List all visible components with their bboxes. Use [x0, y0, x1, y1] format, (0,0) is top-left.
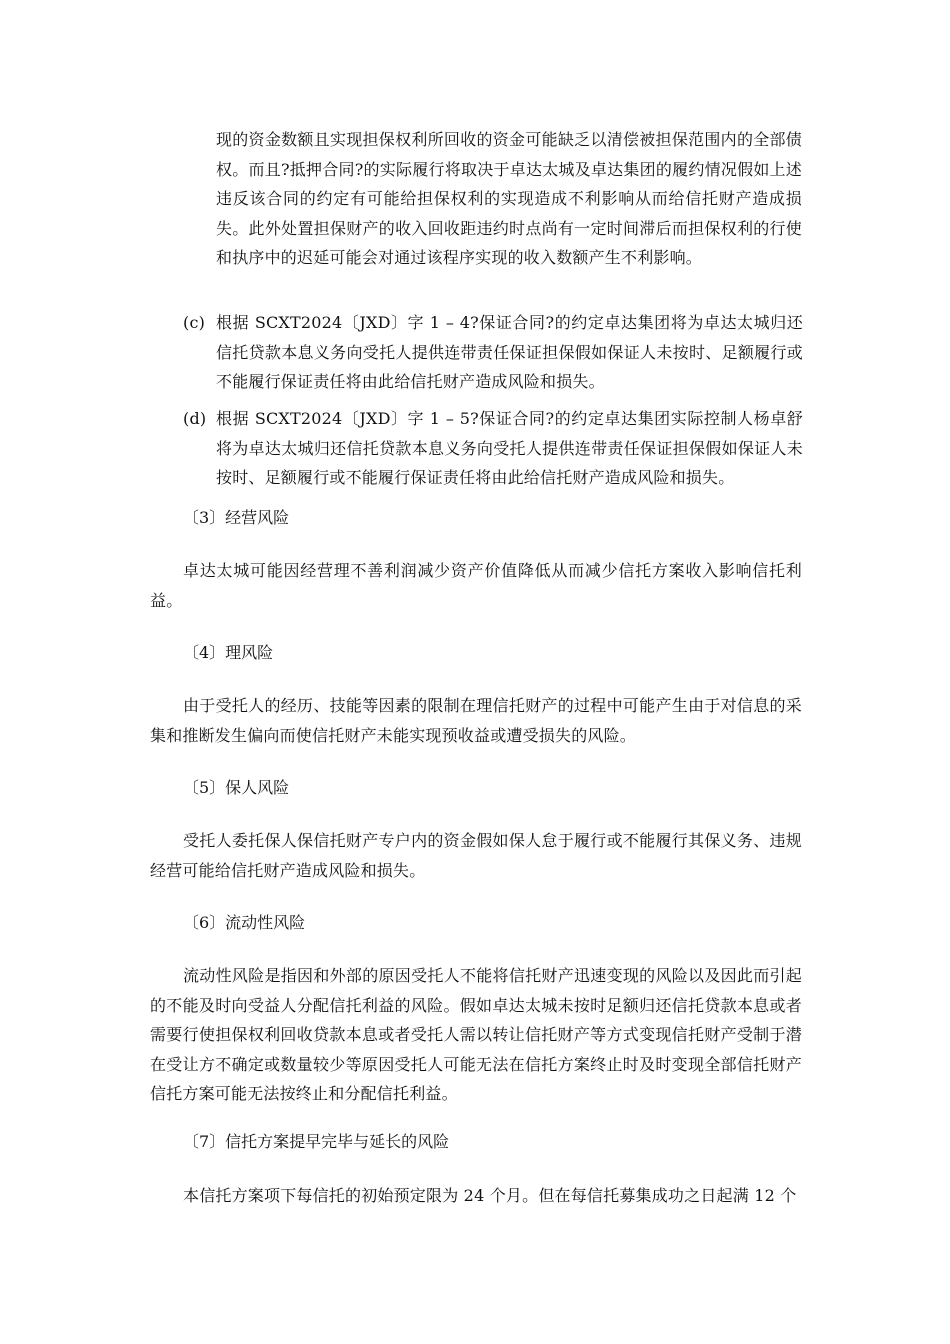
- section-paragraph-3: 卓达太城可能因经营理不善利润减少资产价值降低从而减少信托方案收入影响信托利益。: [150, 561, 802, 610]
- list-item-c: [183, 308, 803, 397]
- section-paragraph-4: 由于受托人的经历、技能等因素的限制在理信托财产的过程中可能产生由于对信息的采集和推断发生偏向而使信托财产未能实现预收益或遭受损失的风险。: [150, 696, 802, 745]
- section-paragraph-5: 受托人委托保人保信托财产专户内的资金假如保人怠于履行或不能履行其保义务、违规经营可能给信托财产造成风险和损失。: [150, 831, 802, 880]
- list-marker: (c): [183, 313, 206, 332]
- section-heading-4: 〔4〕理风险: [183, 643, 274, 662]
- list-item-text: 根据 SCXT2024〔JXD〕字 1 – 4?保证合同?的约定卓达集团将为卓达太城归还信托贷款本息义务向受托人提供连带责任保证担保假如保证人未按时、足额履行或不能履行保证责任将由此给信托财产造成风险和损失。: [216, 313, 803, 391]
- section-heading-5: 〔5〕保人风险: [183, 778, 290, 797]
- section-paragraph-6: 流动性风险是指因和外部的原因受托人不能将信托财产迅速变现的风险以及因此而引起的不能及时向受益人分配信托利益的风险。假如卓达太城未按时足额归还信托贷款本息或者需要行使担保权利回收贷款本息或者受托人需以转让信托财产等方式变现信托财产受制于潜在受让方不确定或数量较少等原因受托人可能无法在信托方案终止时及时变现全部信托财产信托方案可能无法按终止和分配信托利益。: [150, 966, 802, 1103]
- list-item-d: [183, 404, 803, 493]
- section-heading-6: 〔6〕流动性风险: [183, 913, 306, 932]
- continuation-paragraph: 现的资金数额且实现担保权利所回收的资金可能缺乏以清偿被担保范围内的全部债权。而且?抵押合同?的实际履行将取决于卓达太城及卓达集团的履约情况假如上述违反该合同的约定有可能给担保权利的实现造成不利影响从而给信托财产造成损失。此外处置担保财产的收入回收距违约时点尚有一定时间滞后而担保权利的行使和执序中的迟延可能会对通过该程序实现的收入数额产生不利影响。: [216, 130, 802, 267]
- section-heading-7: 〔7〕信托方案提早完毕与延长的风险: [183, 1132, 450, 1151]
- list-item-text: 根据 SCXT2024〔JXD〕字 1 – 5?保证合同?的约定卓达集团实际控制人杨卓舒将为卓达太城归还信托贷款本息义务向受托人提供连带责任保证担保假如保证人未按时、足额履行或不能履行保证责任将由此给信托财产造成风险和损失。: [216, 409, 803, 487]
- section-paragraph-7: 本信托方案项下每信托的初始预定限为 24 个月。但在每信托募集成功之日起满 12 个: [183, 1186, 797, 1205]
- section-heading-3: 〔3〕经营风险: [183, 508, 290, 527]
- list-marker: (d): [183, 409, 207, 428]
